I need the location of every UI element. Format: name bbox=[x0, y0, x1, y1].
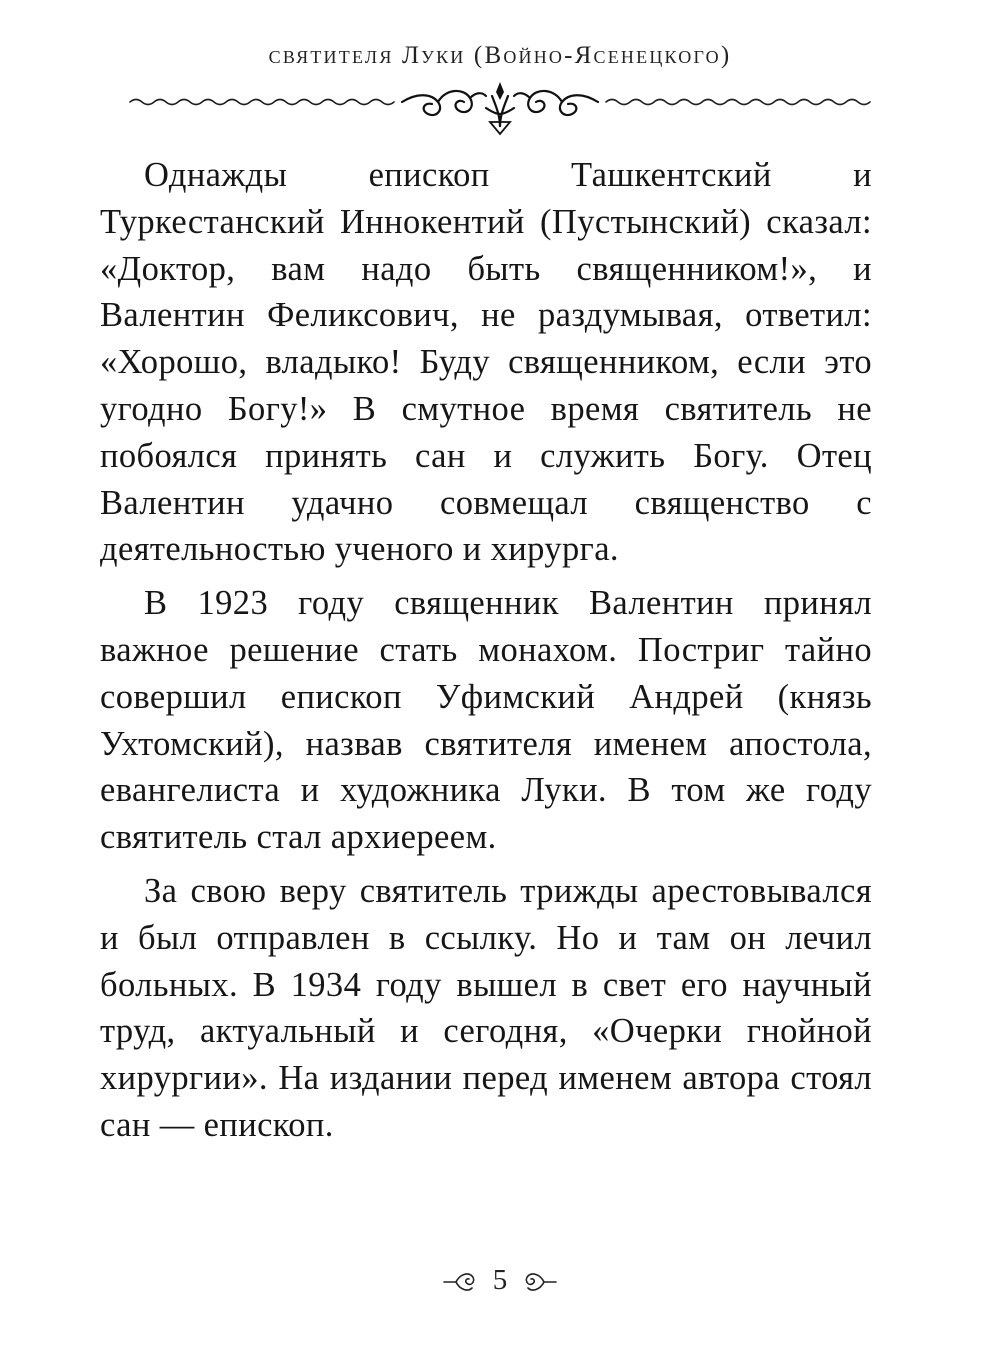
page-number: 5 bbox=[492, 1264, 508, 1296]
flourish-right-icon bbox=[522, 1268, 558, 1296]
running-title: святителя Луки (Войно-Ясенецкого) bbox=[268, 42, 732, 69]
page-footer bbox=[400, 1262, 600, 1302]
scroll-flourish-divider-icon bbox=[120, 78, 880, 138]
paragraph: В 1923 году священник Валентин принял важное решение стать монахом. Постриг тайно совершил епископ Уфимский Андрей (князь Ухтомский), назвав святителя именем апостола, евангелиста и художника Луки. В том же году святитель стал архиереем. bbox=[100, 584, 872, 857]
main-text bbox=[100, 152, 872, 1156]
paragraph: За свою веру святитель трижды арестовывался и был отправлен в ссылку. Но и там он лечил больных. В 1934 году вышел в свет его научный труд, актуальный и сегодня, «Очерки гнойной хирургии». На издании перед именем автора стоял сан — епископ. bbox=[100, 871, 872, 1144]
paragraph: Однажды епископ Ташкентский и Туркестанский Иннокентий (Пустынский) сказал: «Доктор, вам надо быть священником!», и Валентин Феликсович, не раздумывая, ответил: «Хорошо, владыко! Буду священником, если это угодно Богу!» В смутное время святитель не побоялся принять сан и служить Богу. Отец Валентин удачно совмещал священство с деятельностью ученого и хирурга. bbox=[100, 156, 872, 569]
